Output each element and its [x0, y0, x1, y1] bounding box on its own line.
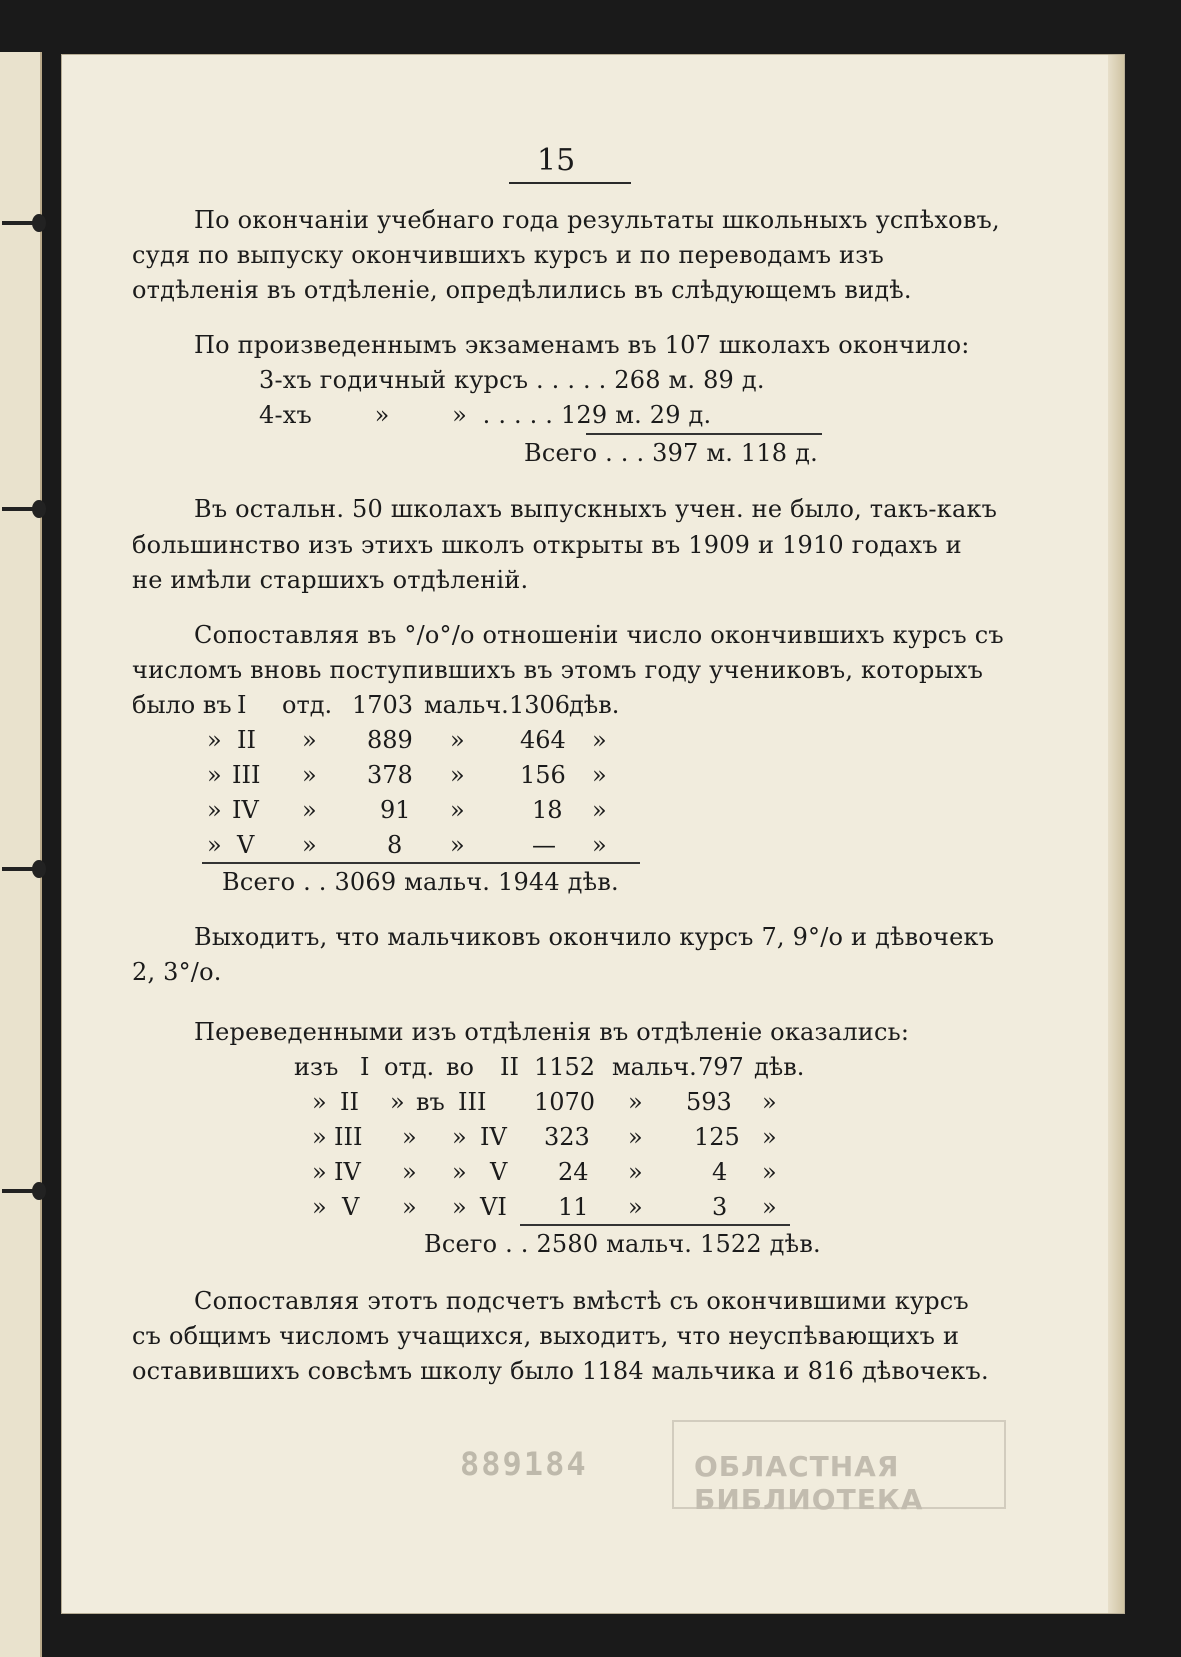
- inventory-number: 889184: [460, 1445, 588, 1483]
- table-cell: »: [207, 831, 222, 859]
- table-cell: »: [207, 726, 222, 754]
- table-cell: »: [450, 761, 465, 789]
- table-cell: отд.: [384, 1053, 435, 1081]
- table-cell: »: [628, 1088, 643, 1116]
- table-cell: »: [390, 1088, 405, 1116]
- final-line: съ общимъ числомъ учащихся, выходитъ, что неуспѣвающихъ и: [132, 1322, 960, 1350]
- others-line: Въ остальн. 50 школахъ выпускныхъ учен. не было, такъ-какъ: [194, 495, 998, 523]
- exams-total: Всего . . . 397 м. 118 д.: [524, 439, 818, 467]
- table-cell: »: [207, 761, 222, 789]
- compare-line: числомъ вновь поступившихъ въ этомъ году учениковъ, которыхъ: [132, 656, 984, 684]
- table-cell: »: [402, 1193, 417, 1221]
- table-cell: »: [628, 1123, 643, 1151]
- binding-clip: [2, 212, 48, 234]
- transfer-heading: Переведенными изъ отдѣленія въ отдѣленіе оказались:: [194, 1018, 910, 1046]
- table-cell: I: [360, 1053, 370, 1081]
- table-cell: 1070: [534, 1088, 596, 1116]
- table-cell: во: [446, 1053, 474, 1081]
- table-cell: »: [402, 1158, 417, 1186]
- table-cell: »: [302, 726, 317, 754]
- table-cell: II: [500, 1053, 519, 1081]
- table-cell: 3: [712, 1193, 728, 1221]
- table-cell: »: [592, 831, 607, 859]
- intro-line: судя по выпуску окончившихъ курсъ и по переводамъ изъ: [132, 241, 884, 269]
- table-cell: »: [302, 796, 317, 824]
- table-cell: »: [450, 726, 465, 754]
- table-cell: »: [592, 796, 607, 824]
- table-cell: 464: [520, 726, 566, 754]
- exams-heading: По произведеннымъ экзаменамъ въ 107 школахъ окончило:: [194, 331, 970, 359]
- table-cell: »: [628, 1193, 643, 1221]
- others-line: не имѣли старшихъ отдѣленій.: [132, 566, 529, 594]
- table-cell: »: [312, 1088, 327, 1116]
- table-cell: —: [532, 831, 556, 859]
- table-cell: I: [237, 691, 247, 719]
- table-cell: 1306: [509, 691, 571, 719]
- table-cell: »: [592, 761, 607, 789]
- table-cell: IV: [232, 796, 259, 824]
- table-cell: »: [207, 796, 222, 824]
- conclusion-line: 2, 3°/о.: [132, 958, 222, 986]
- table-cell: 323: [544, 1123, 590, 1151]
- page-number: 15: [537, 143, 576, 178]
- table-cell: V: [342, 1193, 360, 1221]
- table-cell: IV: [480, 1123, 507, 1151]
- table-cell: »: [762, 1123, 777, 1151]
- table-cell: мальч.: [424, 691, 509, 719]
- table-cell: 24: [558, 1158, 589, 1186]
- table-cell: 125: [694, 1123, 740, 1151]
- conclusion-line: Выходитъ, что мальчиковъ окончило курсъ 7, 9°/о и дѣвочекъ: [194, 923, 995, 951]
- table-cell: »: [592, 726, 607, 754]
- table-cell: 4: [712, 1158, 728, 1186]
- table-cell: 593: [686, 1088, 732, 1116]
- table-cell: »: [302, 831, 317, 859]
- table-cell: 91: [380, 796, 411, 824]
- table-cell: въ: [416, 1088, 445, 1116]
- sum-rule: [586, 433, 822, 435]
- final-line: Сопоставляя этотъ подсчетъ вмѣстѣ съ окончившими курсъ: [194, 1287, 969, 1315]
- final-line: оставившихъ совсѣмъ школу было 1184 мальчика и 816 дѣвочекъ.: [132, 1357, 989, 1385]
- sum-rule: [202, 862, 640, 864]
- page-number-rule: [509, 182, 631, 184]
- table-cell: отд.: [282, 691, 333, 719]
- table-cell: 889: [367, 726, 413, 754]
- exams-row: 3-хъ годичный курсъ . . . . . 268 м. 89 д.: [259, 366, 765, 394]
- table-cell: »: [312, 1193, 327, 1221]
- table-cell: V: [237, 831, 255, 859]
- table-cell: II: [237, 726, 256, 754]
- table-cell: »: [452, 1193, 467, 1221]
- document-page: [62, 55, 1124, 1613]
- table-cell: 1152: [534, 1053, 596, 1081]
- enroll-total: Всего . . 3069 мальч. 1944 дѣв.: [222, 868, 619, 896]
- table-cell: »: [312, 1158, 327, 1186]
- table-cell: »: [450, 831, 465, 859]
- sum-rule: [520, 1224, 790, 1226]
- table-cell: 797: [698, 1053, 744, 1081]
- exams-row: 4-хъ » » . . . . . 129 м. 29 д.: [259, 401, 712, 429]
- table-cell: дѣв.: [754, 1053, 805, 1081]
- table-cell: изъ: [294, 1053, 339, 1081]
- binding-clip: [2, 498, 48, 520]
- intro-line: По окончаніи учебнаго года результаты школьныхъ успѣховъ,: [194, 206, 1000, 234]
- table-cell: »: [628, 1158, 643, 1186]
- table-cell: »: [450, 796, 465, 824]
- table-cell: »: [762, 1193, 777, 1221]
- table-cell: III: [458, 1088, 487, 1116]
- binding-clip: [2, 858, 48, 880]
- table-cell: »: [452, 1123, 467, 1151]
- page-text: [62, 55, 1124, 1613]
- intro-line: отдѣленія въ отдѣленіе, опредѣлились въ слѣдующемъ видѣ.: [132, 276, 912, 304]
- table-cell: »: [762, 1088, 777, 1116]
- table-cell: было въ: [132, 691, 232, 719]
- table-cell: »: [302, 761, 317, 789]
- others-line: большинство изъ этихъ школъ открыты въ 1909 и 1910 годахъ и: [132, 531, 962, 559]
- table-cell: III: [334, 1123, 363, 1151]
- table-cell: 378: [367, 761, 413, 789]
- table-cell: »: [312, 1123, 327, 1151]
- table-cell: 18: [532, 796, 563, 824]
- table-cell: 11: [558, 1193, 589, 1221]
- table-cell: »: [452, 1158, 467, 1186]
- table-cell: дѣв.: [569, 691, 620, 719]
- table-cell: II: [340, 1088, 359, 1116]
- table-cell: V: [490, 1158, 508, 1186]
- previous-page-edge: [0, 52, 42, 1657]
- table-cell: »: [402, 1123, 417, 1151]
- table-cell: »: [762, 1158, 777, 1186]
- transfer-total: Всего . . 2580 мальч. 1522 дѣв.: [424, 1230, 821, 1258]
- table-cell: III: [232, 761, 261, 789]
- table-cell: 1703: [352, 691, 414, 719]
- table-cell: VI: [480, 1193, 507, 1221]
- stamp-text: ОБЛАСТНАЯ БИБЛИОТЕКА: [694, 1450, 924, 1516]
- binding-clip: [2, 1180, 48, 1202]
- table-cell: 8: [387, 831, 403, 859]
- table-cell: 156: [520, 761, 566, 789]
- table-cell: мальч.: [612, 1053, 697, 1081]
- compare-line: Сопоставляя въ °/о°/о отношеніи число окончившихъ курсъ съ: [194, 621, 1004, 649]
- table-cell: IV: [334, 1158, 361, 1186]
